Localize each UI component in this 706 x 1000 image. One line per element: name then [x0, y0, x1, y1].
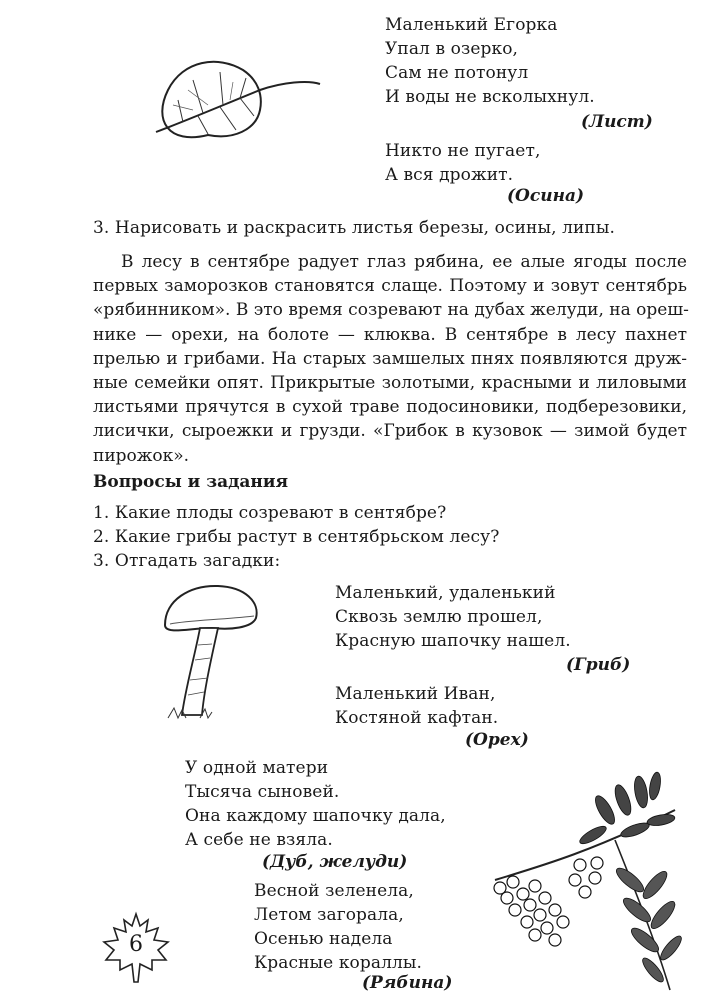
- paragraph-line: «рябинником». В это время созревают на дубах желуди, на ореш-: [93, 300, 689, 321]
- riddle-oak-line: А себе не взяла.: [185, 830, 333, 850]
- riddle-oak-line: У одной матери: [185, 758, 329, 778]
- paragraph-line: пирожок».: [93, 445, 190, 466]
- riddle-rowan-line: Весной зеленела,: [254, 881, 414, 901]
- riddle-nut-answer: (Орех): [465, 730, 529, 750]
- questions-heading: Вопросы и задания: [93, 472, 289, 492]
- riddle-aspen-answer: (Осина): [507, 186, 585, 206]
- riddle-leaf-line: И воды не всколыхнул.: [385, 87, 595, 107]
- riddle-mushroom-line: Маленький, удаленький: [335, 583, 556, 603]
- task-3: 3. Нарисовать и раскрасить листья березы, осины, липы.: [93, 218, 615, 238]
- rowan-illustration: [485, 770, 685, 995]
- riddle-rowan-line: Летом загорала,: [254, 905, 404, 925]
- riddle-rowan-line: Осенью надела: [254, 929, 393, 949]
- riddle-mushroom-line: Сквозь землю прошел,: [335, 607, 543, 627]
- paragraph-line: ные семейки опят. Прикрытые золотыми, красными и лиловыми: [93, 373, 687, 394]
- riddle-rowan-line: Красные кораллы.: [254, 953, 423, 973]
- paragraph-line: первых заморозков становятся слаще. Поэтому и зовут сентябрь: [93, 276, 687, 297]
- riddle-aspen-line: Никто не пугает,: [385, 141, 541, 161]
- riddle-oak-line: Тысяча сыновей.: [185, 782, 340, 802]
- riddle-nut-line: Костяной кафтан.: [335, 708, 499, 728]
- paragraph-line: лисички, сыроежки и грузди. «Грибок в кузовок — зимой будет: [93, 421, 687, 442]
- question-item: 1. Какие плоды созревают в сентябре?: [93, 503, 447, 523]
- paragraph-line: В лесу в сентябре радует глаз рябина, ее алые ягоды после: [121, 252, 687, 272]
- paragraph-line: прелью и грибами. На старых замшелых пнях появляются друж-: [93, 348, 687, 369]
- riddle-nut-line: Маленький Иван,: [335, 684, 496, 704]
- page-number-badge: [100, 912, 172, 986]
- riddle-mushroom-line: Красную шапочку нашел.: [335, 631, 571, 651]
- riddle-aspen-line: А вся дрожит.: [385, 165, 514, 185]
- riddle-oak-answer: (Дуб, желуди): [262, 852, 408, 872]
- riddle-rowan-answer: (Рябина): [362, 973, 453, 993]
- riddle-leaf-line: Упал в озерко,: [385, 39, 519, 59]
- paragraph-line: листьями прячутся в сухой траве подосиновики, подберезовики,: [93, 397, 687, 418]
- riddle-leaf-line: Маленький Егорка: [385, 15, 558, 35]
- riddle-leaf-answer: (Лист): [581, 112, 653, 132]
- mushroom-illustration: [160, 580, 270, 725]
- page-number: 6: [129, 932, 143, 957]
- riddle-mushroom-answer: (Гриб): [566, 655, 631, 675]
- riddle-oak-line: Она каждому шапочку дала,: [185, 806, 446, 826]
- riddle-leaf-line: Сам не потонул: [385, 63, 529, 83]
- main-paragraph: [93, 250, 687, 468]
- question-item: 2. Какие грибы растут в сентябрьском лесу?: [93, 527, 500, 547]
- question-item: 3. Отгадать загадки:: [93, 551, 281, 571]
- leaf-illustration: [148, 50, 328, 170]
- paragraph-line: нике — орехи, на болоте — клюква. В сентябре в лесу пахнет: [93, 324, 687, 345]
